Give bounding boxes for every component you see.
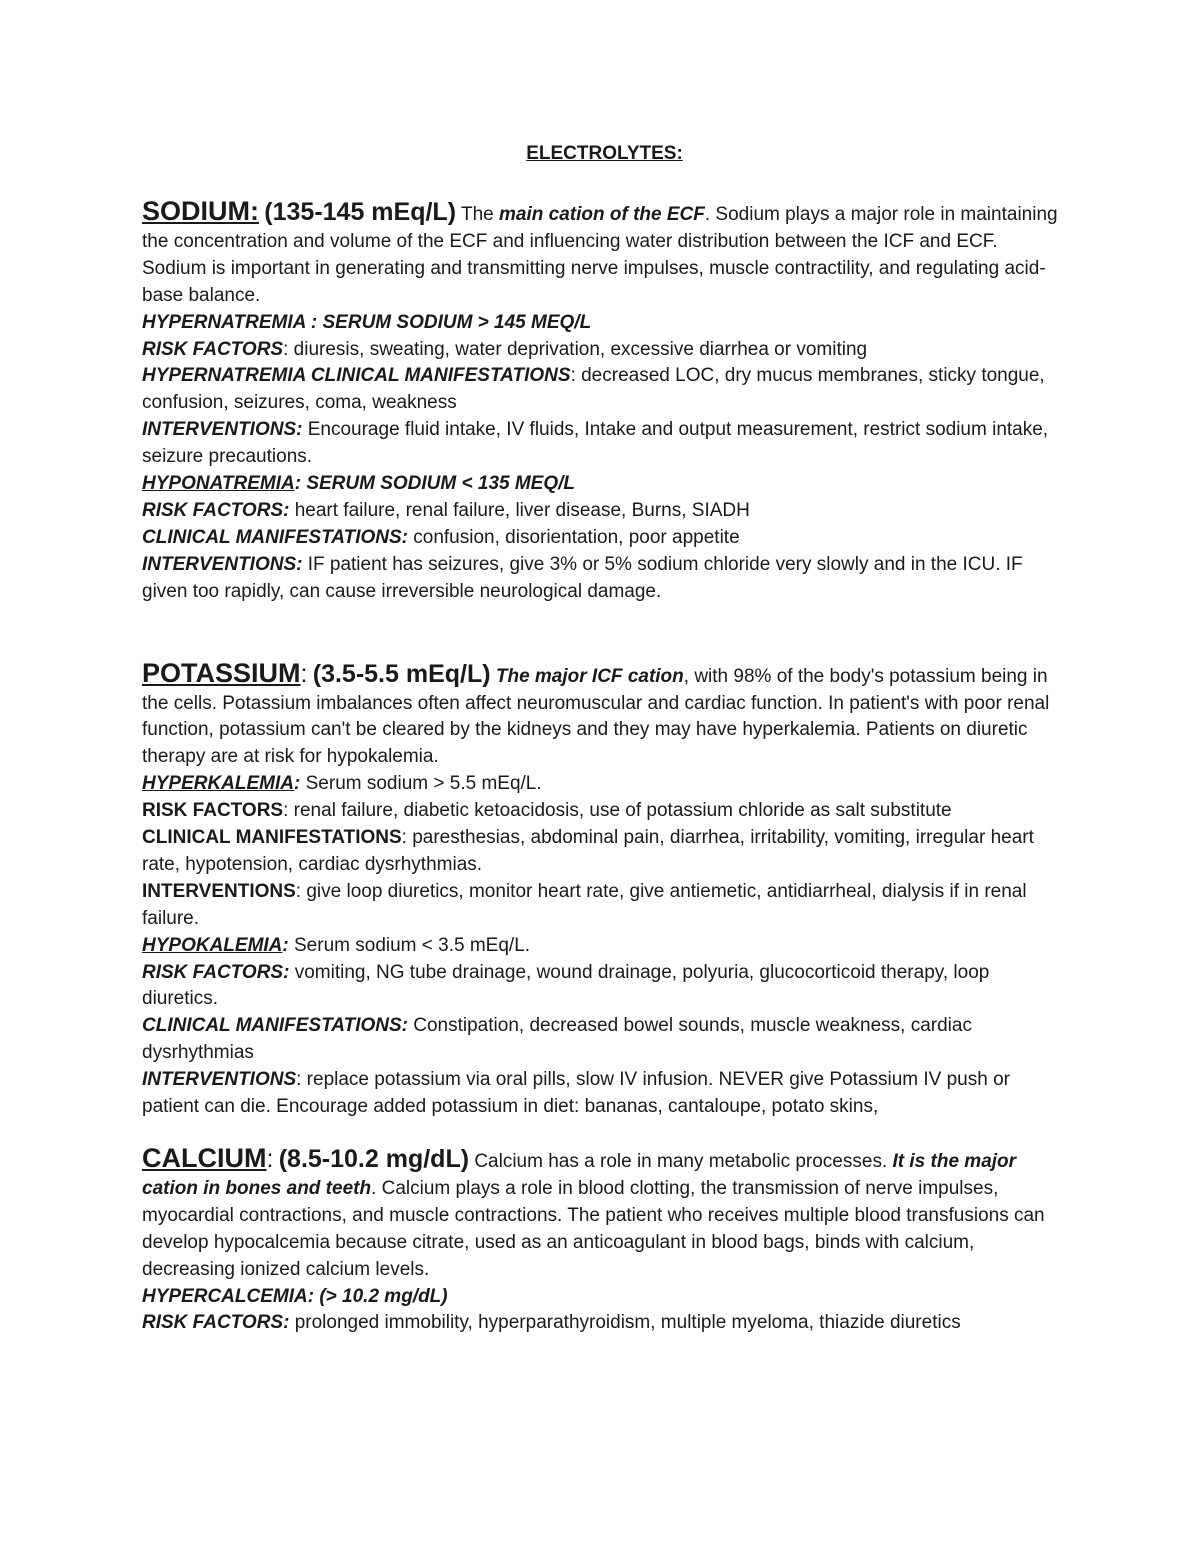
calcium-intro-2: . Calcium plays a role in blood clotting, the transmission of nerve impulses, myocardial contractions, and muscle contractions. The patient who receives multiple blood transfusions can develop hypocalcemia because citrate, used as an anticoagulant in blood bags, binds with calcium, decreasing ionized calcium levels.: [142, 1177, 1045, 1280]
hypokalemia-heading: HYPOKALEMIA: Serum sodium < 3.5 mEq/L.: [142, 934, 531, 956]
hyponatremia-interventions: INTERVENTIONS: IF patient has seizures, give 3% or 5% sodium chloride very slowly and in the ICU. IF given too rapidly, can cause irreversible neurological damage.: [142, 553, 1023, 602]
hypernatremia-interventions: INTERVENTIONS: Encourage fluid intake, IV fluids, Intake and output measurement, restrict sodium intake, seizure precautions.: [142, 419, 1049, 468]
sodium-section: [142, 198, 1067, 310]
hyponatremia-manifestations: CLINICAL MANIFESTATIONS: confusion, disorientation, poor appetite: [142, 526, 740, 548]
hypokalemia-manifestations: CLINICAL MANIFESTATIONS: Constipation, decreased bowel sounds, muscle weakness, cardiac dysrhythmias: [142, 1015, 972, 1064]
potassium-range: (3.5-5.5 mEq/L): [312, 659, 491, 688]
calcium-intro-1: Calcium has a role in many metabolic processes.: [469, 1151, 888, 1172]
document-title: ELECTROLYTES:: [526, 143, 683, 164]
hypercalcemia-risk: RISK FACTORS: prolonged immobility, hyperparathyroidism, multiple myeloma, thiazide diuretics: [142, 1312, 961, 1334]
hypercalcemia-heading: HYPERCALCEMIA: (> 10.2 mg/dL): [142, 1285, 448, 1307]
document-page: [142, 140, 1067, 1337]
hyperkalemia-interventions: INTERVENTIONS: give loop diuretics, monitor heart rate, give antiemetic, antidiarrheal, dialysis if in renal failure.: [142, 880, 1027, 929]
potassium-intro-emphasis: The major ICF cation: [495, 665, 684, 687]
section-spacer: [142, 606, 1067, 660]
potassium-section: POTASSIUM: (3.5-5.5 mEq/L) The major ICF cation, with 98% of the body's potassium being in the cells. Potassium imbalances often affect neuromuscular and cardiac function. In patient's with poor renal function, potassium can't be cleared by the kidneys and they may have hyperkalemia. Patients on diuretic therapy are at risk for hypokalemia.: [142, 657, 1050, 768]
section-spacer: [142, 1121, 1067, 1145]
calcium-section: CALCIUM: (8.5-10.2 mg/dL) Calcium has a role in many metabolic processes. It is the major cation in bones and teeth. Calcium plays a role in blood clotting, the transmission of nerve impulses, myocardial contractions, and muscle contractions. The patient who receives multiple blood transfusions can develop hypocalcemia because citrate, used as an anticoagulant in blood bags, binds with calcium, decreasing ionized calcium levels.: [142, 1143, 1045, 1280]
hypokalemia-interventions: INTERVENTIONS: replace potassium via oral pills, slow IV infusion. NEVER give Potassium IV push or patient can die. Encourage added potassium in diet: bananas, cantaloupe, potato skins,: [142, 1069, 1010, 1118]
hypokalemia-risk: RISK FACTORS: vomiting, NG tube drainage, wound drainage, polyuria, glucocorticoid therapy, loop diuretics.: [142, 961, 990, 1010]
hyponatremia-heading: HYPONATREMIA: SERUM SODIUM < 135 MEQ/L: [142, 473, 576, 495]
hypernatremia-manifestations: HYPERNATREMIA CLINICAL MANIFESTATIONS: decreased LOC, dry mucus membranes, sticky tongue, confusion, seizures, coma, weakness: [142, 365, 1045, 414]
hyperkalemia-manifestations: CLINICAL MANIFESTATIONS: paresthesias, abdominal pain, diarrhea, irritability, vomiting, irregular heart rate, hypotension, cardiac dysrhythmias.: [142, 827, 1034, 875]
sodium-intro-1: The: [460, 204, 494, 225]
calcium-range: (8.5-10.2 mg/dL): [278, 1145, 470, 1173]
potassium-heading: POTASSIUM: [142, 657, 301, 688]
hyponatremia-risk: RISK FACTORS: heart failure, renal failure, liver disease, Burns, SIADH: [142, 499, 750, 521]
sodium-intro-2: . Sodium plays a major role in maintaining the concentration and volume of the ECF and influencing water distribution between the ICF and ECF. Sodium is important in generating and transmitting nerve impulses, muscle contractility, and regulating acid-base balance.: [142, 204, 1058, 306]
calcium-intro-emphasis: It is the major cation in bones and teeth: [142, 1151, 1017, 1199]
hypernatremia-risk: RISK FACTORS: diuresis, sweating, water deprivation, excessive diarrhea or vomiting: [142, 338, 868, 360]
sodium-range: (135-145 mEq/L): [264, 198, 457, 226]
sodium-heading: SODIUM:: [142, 196, 259, 226]
hyperkalemia-heading: HYPERKALEMIA: Serum sodium > 5.5 mEq/L.: [142, 773, 542, 795]
potassium-intro: , with 98% of the body's potassium being in the cells. Potassium imbalances often affect neuromuscular and cardiac function. In patient's with poor renal function, potassium can't be cleared by the kidneys and they may have hyperkalemia. Patients on diuretic therapy are at risk for hypokalemia.: [142, 665, 1050, 768]
hypernatremia-heading: HYPERNATREMIA : SERUM SODIUM > 145 MEQ/L: [142, 311, 592, 333]
sodium-intro-emphasis: main cation of the ECF: [499, 204, 705, 225]
hyperkalemia-risk: RISK FACTORS: renal failure, diabetic ketoacidosis, use of potassium chloride as salt substitute: [142, 800, 952, 822]
calcium-heading: CALCIUM: [142, 1143, 267, 1173]
